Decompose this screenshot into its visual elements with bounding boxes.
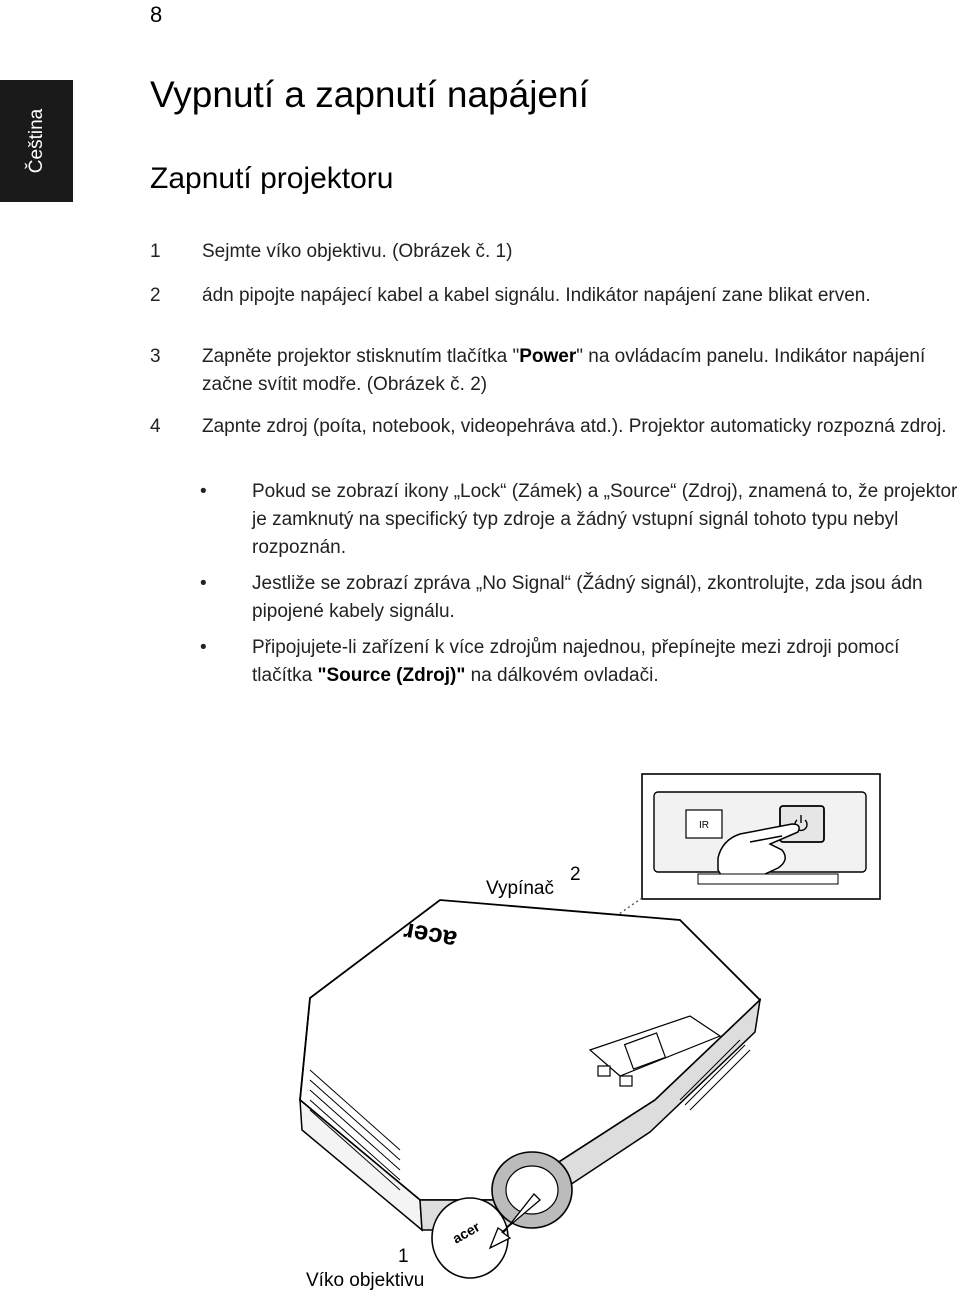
step-number: 2 [150,285,161,306]
step-text-post: " na ovládacím panelu. Indikátor napájení začne svítit modře. (Obrázek č. 2) [202,346,926,395]
step-text-pre: Zapněte projektor stisknutím tlačítka " [202,346,520,367]
step-2 [150,282,960,310]
power-switch-number: 2 [570,864,581,885]
bullet-text: Pokud se zobrazí ikony „Lock“ (Zámek) a „Source“ (Zdroj), znamená to, že projektor je zamknutý na specifický typ zdroje a žádný vstupní signál tohoto typu nebyl rozpoznán. [252,481,958,558]
projector-body [300,900,760,1278]
page-title: Vypnutí a zapnutí napájení [150,74,589,115]
lens-cap-label: Víko objektivu [306,1270,425,1291]
projector-illustration [270,770,960,1293]
step-text: ádn pipojte napájecí kabel a kabel signálu. Indikátor napájení zane blikat erven. [202,285,871,306]
step-3 [150,343,960,399]
bullet-text [252,634,960,690]
bullet-3 [200,634,960,690]
step-text: Zapnte zdroj (poíta, notebook, videopehráva atd.). Projektor automaticky rozpozná zdroj. [202,416,947,437]
power-switch-label: Vypínač [486,878,554,899]
step-number: 4 [150,416,161,437]
brand-logo: acer [401,916,460,956]
lens-cap-brand: acer [449,1218,483,1247]
bullet-dot: • [200,481,207,502]
language-tab-label: Čeština [25,108,47,174]
control-panel-inset [642,774,880,899]
step-text: Sejmte víko objektivu. (Obrázek č. 1) [202,241,513,262]
bullet-text-post: na dálkovém ovladači. [465,665,659,686]
language-tab [0,80,73,202]
step-number: 1 [150,241,161,262]
bullet-text: Jestliže se zobrazí zpráva „No Signal“ (Žádný signál), zkontrolujte, zda jsou ádn pipojené kabely signálu. [252,573,923,622]
lens-cap-number: 1 [398,1246,409,1267]
bullet-dot: • [200,573,207,594]
step-4 [150,413,960,441]
power-keyword: Power [519,346,577,367]
step-number: 3 [150,346,161,367]
bullet-2 [200,570,960,626]
step-1 [150,238,960,266]
source-keyword: "Source (Zdroj)" [317,665,466,686]
lens [492,1152,572,1228]
bullet-dot: • [200,637,207,658]
bullet-1 [200,478,960,562]
step-text [202,343,960,399]
bullet-text-pre: Připojujete-li zařízení k více zdrojům najednou, přepínejte mezi zdroji pomocí tlačítka [252,637,900,686]
page-number: 8 [150,2,163,27]
section-subtitle: Zapnutí projektoru [150,162,394,195]
ir-label: IR [699,820,709,831]
